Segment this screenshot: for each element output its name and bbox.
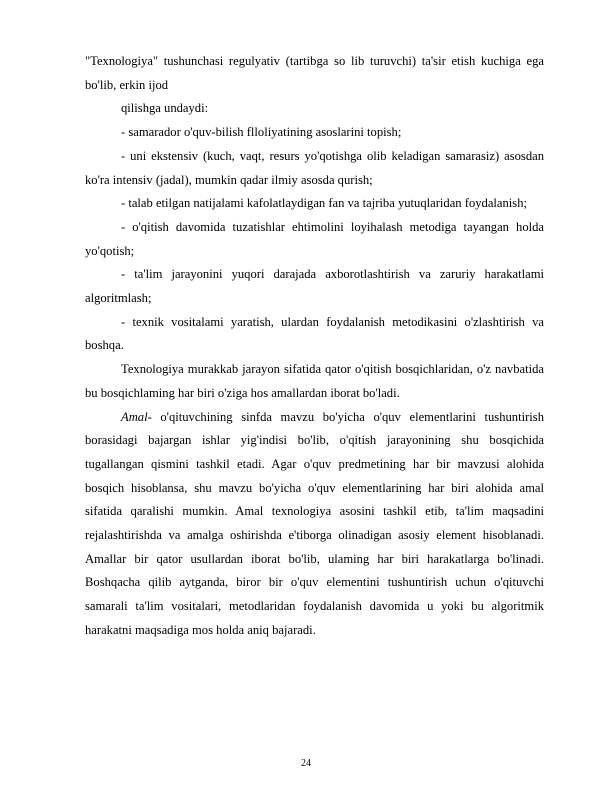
paragraph-lead: qilishga undaydi: (121, 101, 209, 116)
page-number: 24 (301, 758, 311, 769)
list-item: - o'qitish davomida tuzatishlar ehtimolini loyihalash metodiga tayangan holda yo'qotish; (85, 219, 544, 258)
list-item: - texnik vositalami yaratish, ulardan foydalanish metodikasini o'zlashtirish va boshqa. (85, 314, 544, 353)
list-item: - ta'lim jarayonini yuqori darajada axborotlashtirish va zaruriy harakatlami algoritmlash; (85, 267, 544, 306)
paragraph-amal (85, 406, 544, 643)
document-body (85, 50, 544, 643)
paragraph-amal-text: - o'qituvchining sinfda mavzu bo'yicha o'quv elementlarini tushuntirish borasidagi bajargan ishlar yig'indisi bo'lib, o'qitish jarayonining shu bosqichida tugallangan qismini tashkil etadi. Agar o'quv predmetining har bir mavzusi alohida bosqich hisoblansa, shu mavzu bo'yicha o'quv elementlarining har biri alohida amal sifatida qaralishi mumkin. Amal texnologiya asosini tashkil etib, ta'lim maqsadini rejalashtirishda va amalga oshirishda e'tiborga olinadigan asosiy element hisoblanadi. Amallar bir qator usullardan iborat bo'lib, ulaming har biri harakatlarga bo'linadi. Boshqacha qilib aytganda, biror bir o'quv elementini tushuntirish uchun o'qituvchi samarali ta'lim vositalari, metodlaridan foydalanish davomida u yoki bu algoritmik harakatni maqsadiga mos holda aniq bajaradi. (85, 409, 544, 637)
paragraph-intro: "Texnologiya" tushunchasi regulyativ (tartibga so lib turuvchi) ta'sir etish kuchiga ega bo'lib, erkin ijod (85, 54, 544, 92)
term-amal: Amal (121, 409, 148, 424)
list-item: - uni ekstensiv (kuch, vaqt, resurs yo'qotishga olib keladigan samarasiz) asosdan ko'ra intensiv (jadal), mumkin qadar ilmiy asosda qurish; (85, 148, 544, 187)
list-item: - talab etilgan natijalami kafolatlaydigan fan va tajriba yutuqlaridan foydalanish; (121, 196, 528, 211)
paragraph-technology: Texnologiya murakkab jarayon sifatida qator o'qitish bosqichlaridan, o'z navbatida bu bosqichlaming har biri o'ziga hos amallardan iborat bo'ladi. (85, 362, 544, 400)
list-item: - samarador o'quv-bilish flloliyatining asoslarini topish; (121, 125, 402, 140)
